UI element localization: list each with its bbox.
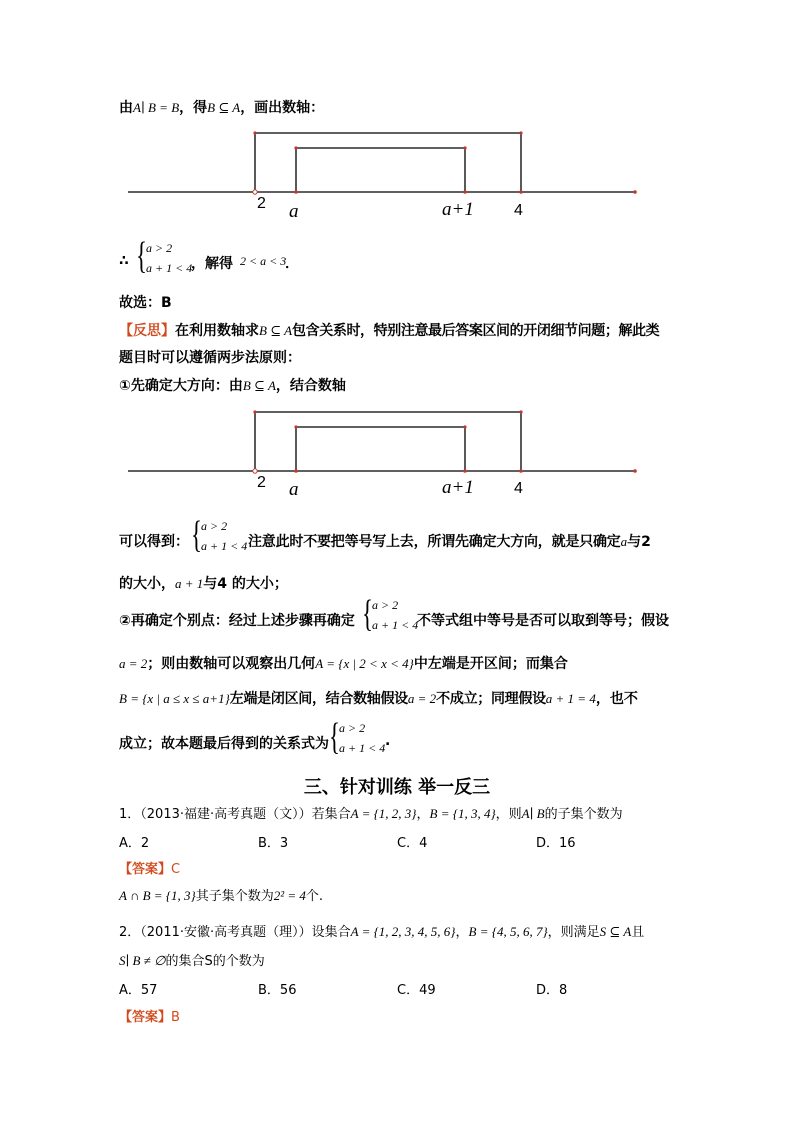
answer-tag: 【答案】 <box>119 862 172 877</box>
reflect-line-2: 题目时可以遵循两步法原则： <box>119 350 301 366</box>
system-line-1: a > 2 <box>146 241 173 255</box>
frame-corner-dot <box>294 425 297 428</box>
endpoint-a <box>294 469 298 473</box>
reflect-line-1: 【反思】在利用数轴求B ⊆ A包含关系时，特别注意最后答案区间的开闭细节问题；解此类 <box>119 323 660 339</box>
number-line-diagram-1 <box>120 125 650 225</box>
system-brace: { <box>329 716 340 758</box>
system-brace: { <box>362 593 373 635</box>
question-1: 1．（2013·福建·高考真题（文））若集合A = {1, 2, 3}，B = {1, 3, 4}，则A∣ B的子集个数为 <box>119 806 623 822</box>
para4-line-3: B = {x | a ≤ x ≤ a+1}左端是闭区间，结合数轴假设a = 2不成立；同理假设a + 1 = 4，也不 <box>119 691 638 707</box>
frame-corner-dot <box>463 425 466 428</box>
para3-line-2: 的大小，a + 1与4 的大小； <box>119 576 288 592</box>
q1-answer: 【答案】C <box>119 862 181 877</box>
number-line-diagram-2 <box>120 404 650 504</box>
para3-line-1: 可以得到： { a > 2 a + 1 < 4 注意此时不要把等号写上去，所谓先确定大方向，就是只确定a与2 <box>119 514 651 556</box>
q1-option-d[interactable]: D．16 <box>536 836 576 851</box>
intro-expr-2: B ⊆ A <box>207 100 241 115</box>
endpoint-a <box>294 190 298 194</box>
system-brace: { <box>136 235 147 277</box>
para4-line-1: ②再确定个别点：经过上述步骤再确定 { a > 2 a + 1 < 4 不等式组中等号是否可以取到等号；假设 <box>119 593 669 635</box>
intro-expr-1: A∣ B = B <box>133 100 180 115</box>
axis-end-point <box>633 190 637 194</box>
inner-interval-frame <box>296 148 465 192</box>
tick-label-a-plus-1: a+1 <box>442 199 474 220</box>
q1-explain: A ∩ B = {1, 3}其子集个数为2² = 4个. <box>119 888 324 904</box>
step1-line: ①先确定大方向：由B ⊆ A，结合数轴 <box>119 378 346 394</box>
intro-line: 由A∣ B = B，得B ⊆ A，画出数轴： <box>119 100 325 116</box>
reflect-tag: 【反思】 <box>119 323 175 339</box>
tick-label-a: a <box>289 201 299 222</box>
tick-label-4: 4 <box>514 202 523 219</box>
tick-label-a-plus-1: a+1 <box>442 477 474 498</box>
q2-answer: 【答案】B <box>119 1010 180 1025</box>
outer-interval-frame <box>255 412 521 471</box>
q1-option-a[interactable]: A．2 <box>119 836 150 851</box>
section-title: 三、针对训练 举一反三 <box>303 777 491 798</box>
axis-end-point <box>633 469 637 473</box>
endpoint-4 <box>519 469 523 473</box>
q2-option-d[interactable]: D．8 <box>536 983 568 998</box>
frame-corner-dot <box>253 410 256 413</box>
q2-option-c[interactable]: C．49 <box>397 983 436 998</box>
answer-line: 故选：B <box>119 295 172 311</box>
system-line-2: a + 1 < 4 <box>146 261 193 275</box>
q2-option-a[interactable]: A．57 <box>119 983 158 998</box>
tick-label-2: 2 <box>257 474 266 491</box>
answer-tag: 【答案】 <box>119 1010 172 1025</box>
endpoint-a1 <box>463 190 467 194</box>
frame-corner-dot <box>463 146 466 149</box>
outer-interval-frame <box>255 133 521 192</box>
frame-corner-dot <box>519 410 522 413</box>
tick-label-4: 4 <box>514 480 523 497</box>
endpoint-a1 <box>463 469 467 473</box>
system-brace: { <box>191 514 202 556</box>
q1-option-b[interactable]: B．3 <box>258 836 289 851</box>
solution-interval: 2 < a < 3 <box>240 254 287 268</box>
question-2-line-2: S∣ B ≠ ∅的集合S的个数为 <box>119 953 265 969</box>
inner-interval-frame <box>296 427 465 471</box>
question-2: 2．（2011·安徽·高考真题（理））设集合A = {1, 2, 3, 4, 5, 6}，B = {4, 5, 6, 7}，则满足S ⊆ A且 <box>119 924 645 940</box>
open-endpoint-2 <box>253 469 257 473</box>
frame-corner-dot <box>519 131 522 134</box>
para4-line-2: a = 2；则由数轴可以观察出几何A = {x | 2 < x < 4}中左端是开区间；而集合 <box>119 656 568 672</box>
frame-corner-dot <box>253 131 256 134</box>
tick-label-a: a <box>289 479 299 500</box>
tick-label-2: 2 <box>257 195 266 212</box>
open-endpoint-2 <box>253 190 257 194</box>
para4-line-4: 成立；故本题最后得到的关系式为 { a > 2 a + 1 < 4 . <box>119 716 391 758</box>
therefore-symbol: ∴ <box>119 253 129 269</box>
endpoint-4 <box>519 190 523 194</box>
q2-option-b[interactable]: B．56 <box>258 983 297 998</box>
q1-option-c[interactable]: C．4 <box>397 836 428 851</box>
frame-corner-dot <box>294 146 297 149</box>
